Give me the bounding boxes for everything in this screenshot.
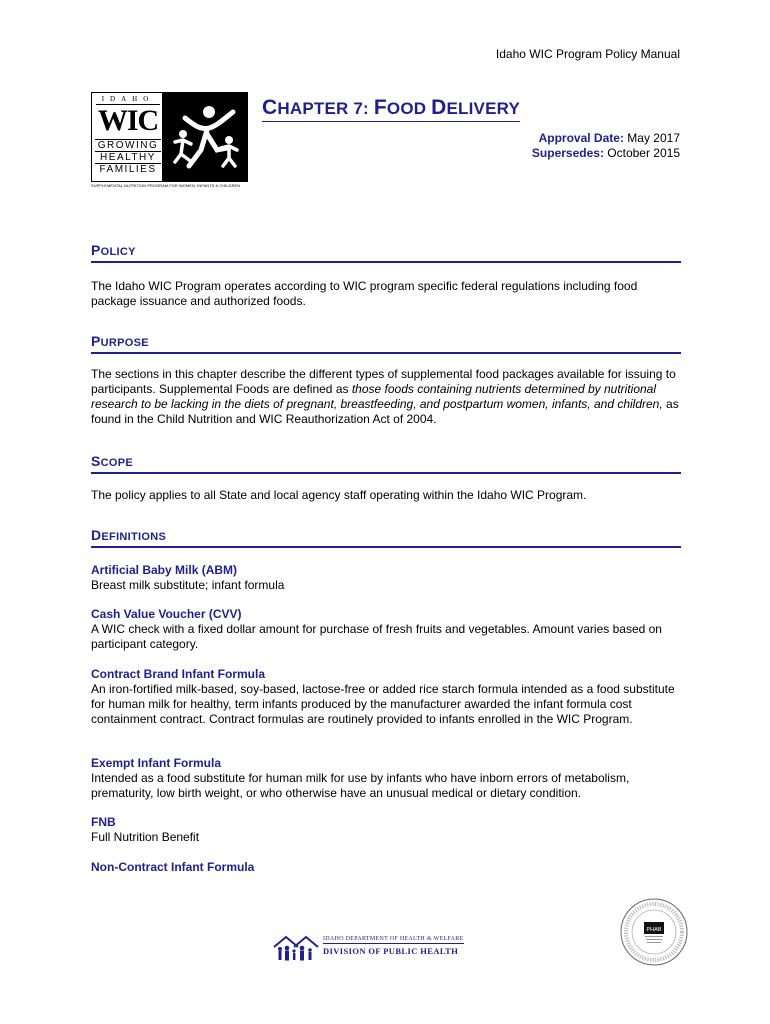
definition-text: Breast milk substitute; infant formula	[91, 578, 285, 592]
definition-item	[91, 607, 681, 652]
approval-date: Approval Date: May 2017	[538, 131, 680, 145]
definition-term: Non-Contract Infant Formula	[91, 860, 255, 874]
purpose-text: The sections in this chapter describe the different types of supplemental food packages available for issuing to participants. Supplemental Foods are defined as those foods containing nutrients determined by nutritional research to be lacking in the diets of pregnant, breastfeeding, and postpartum women, infants, and children, as found in the Child Nutrition and WIC Reauthorization Act of 2004.	[91, 367, 679, 426]
definition-item	[91, 563, 681, 593]
definition-item	[91, 860, 681, 875]
section-heading-purpose: PURPOSE	[91, 333, 681, 354]
definition-term: FNB	[91, 815, 116, 829]
wic-logo	[91, 92, 248, 182]
scope-text: The policy applies to all State and local agency staff operating within the Idaho WIC Program.	[91, 488, 587, 502]
family-figures-icon	[171, 100, 243, 175]
department-name: IDAHO DEPARTMENT OF HEALTH & WELFARE	[323, 936, 464, 942]
policy-text: The Idaho WIC Program operates according to WIC program specific federal regulations including food package issuance and authorized foods.	[91, 279, 638, 308]
chapter-title: CHAPTER 7: FOOD DELIVERY	[262, 96, 520, 122]
logo-line-healthy: HEALTHY	[95, 151, 161, 163]
footer-department	[323, 936, 464, 956]
definition-item	[91, 815, 681, 845]
section-heading-definitions: DEFINITIONS	[91, 527, 681, 548]
definition-text: Full Nutrition Benefit	[91, 830, 200, 844]
logo-text-panel	[91, 92, 163, 182]
definition-term: Contract Brand Infant Formula	[91, 667, 266, 681]
definition-text: An iron-fortified milk-based, soy-based, lactose-free or added rice starch formula intended as a food substitute for human milk for healthy, term infants produced by the manufacturer awarded the infant formula cost containment contract. Contract formulas are routinely provided to infants enrolled in the WIC Program.	[91, 682, 675, 726]
idhw-house-icon	[272, 933, 322, 963]
svg-text:PHAB: PHAB	[646, 927, 662, 933]
logo-wic: WIC	[97, 104, 159, 137]
section-heading-scope: SCOPE	[91, 453, 681, 474]
definition-text: A WIC check with a fixed dollar amount for purchase of fresh fruits and vegetables. Amount varies based on participant category.	[91, 622, 662, 651]
approval-block	[532, 131, 680, 161]
definition-term: Exempt Infant Formula	[91, 756, 222, 770]
phab-accreditation-seal-icon	[618, 896, 690, 968]
logo-line-families: FAMILIES	[95, 163, 161, 175]
section-heading-policy: POLICY	[91, 242, 681, 263]
definition-term: Cash Value Voucher (CVV)	[91, 607, 242, 621]
definition-item	[91, 667, 681, 727]
logo-idaho: IDAHO	[96, 95, 160, 105]
supersedes-date: Supersedes: October 2015	[531, 146, 680, 160]
definition-text: Intended as a food substitute for human milk for use by infants who have inborn errors of metabolism, prematurity, low birth weight, or who otherwise have an unusual medical or dietary condition.	[91, 771, 630, 800]
definition-term: Artificial Baby Milk (ABM)	[91, 563, 238, 577]
logo-tagline: SUPPLEMENTAL NUTRITION PROGRAM FOR WOMEN, INFANTS & CHILDREN	[91, 183, 241, 188]
logo-subtitle	[95, 139, 161, 175]
logo-line-growing: GROWING	[95, 139, 161, 151]
definition-item	[91, 756, 681, 801]
division-name: DIVISION OF PUBLIC HEALTH	[323, 946, 459, 956]
manual-title: Idaho WIC Program Policy Manual	[495, 47, 680, 61]
